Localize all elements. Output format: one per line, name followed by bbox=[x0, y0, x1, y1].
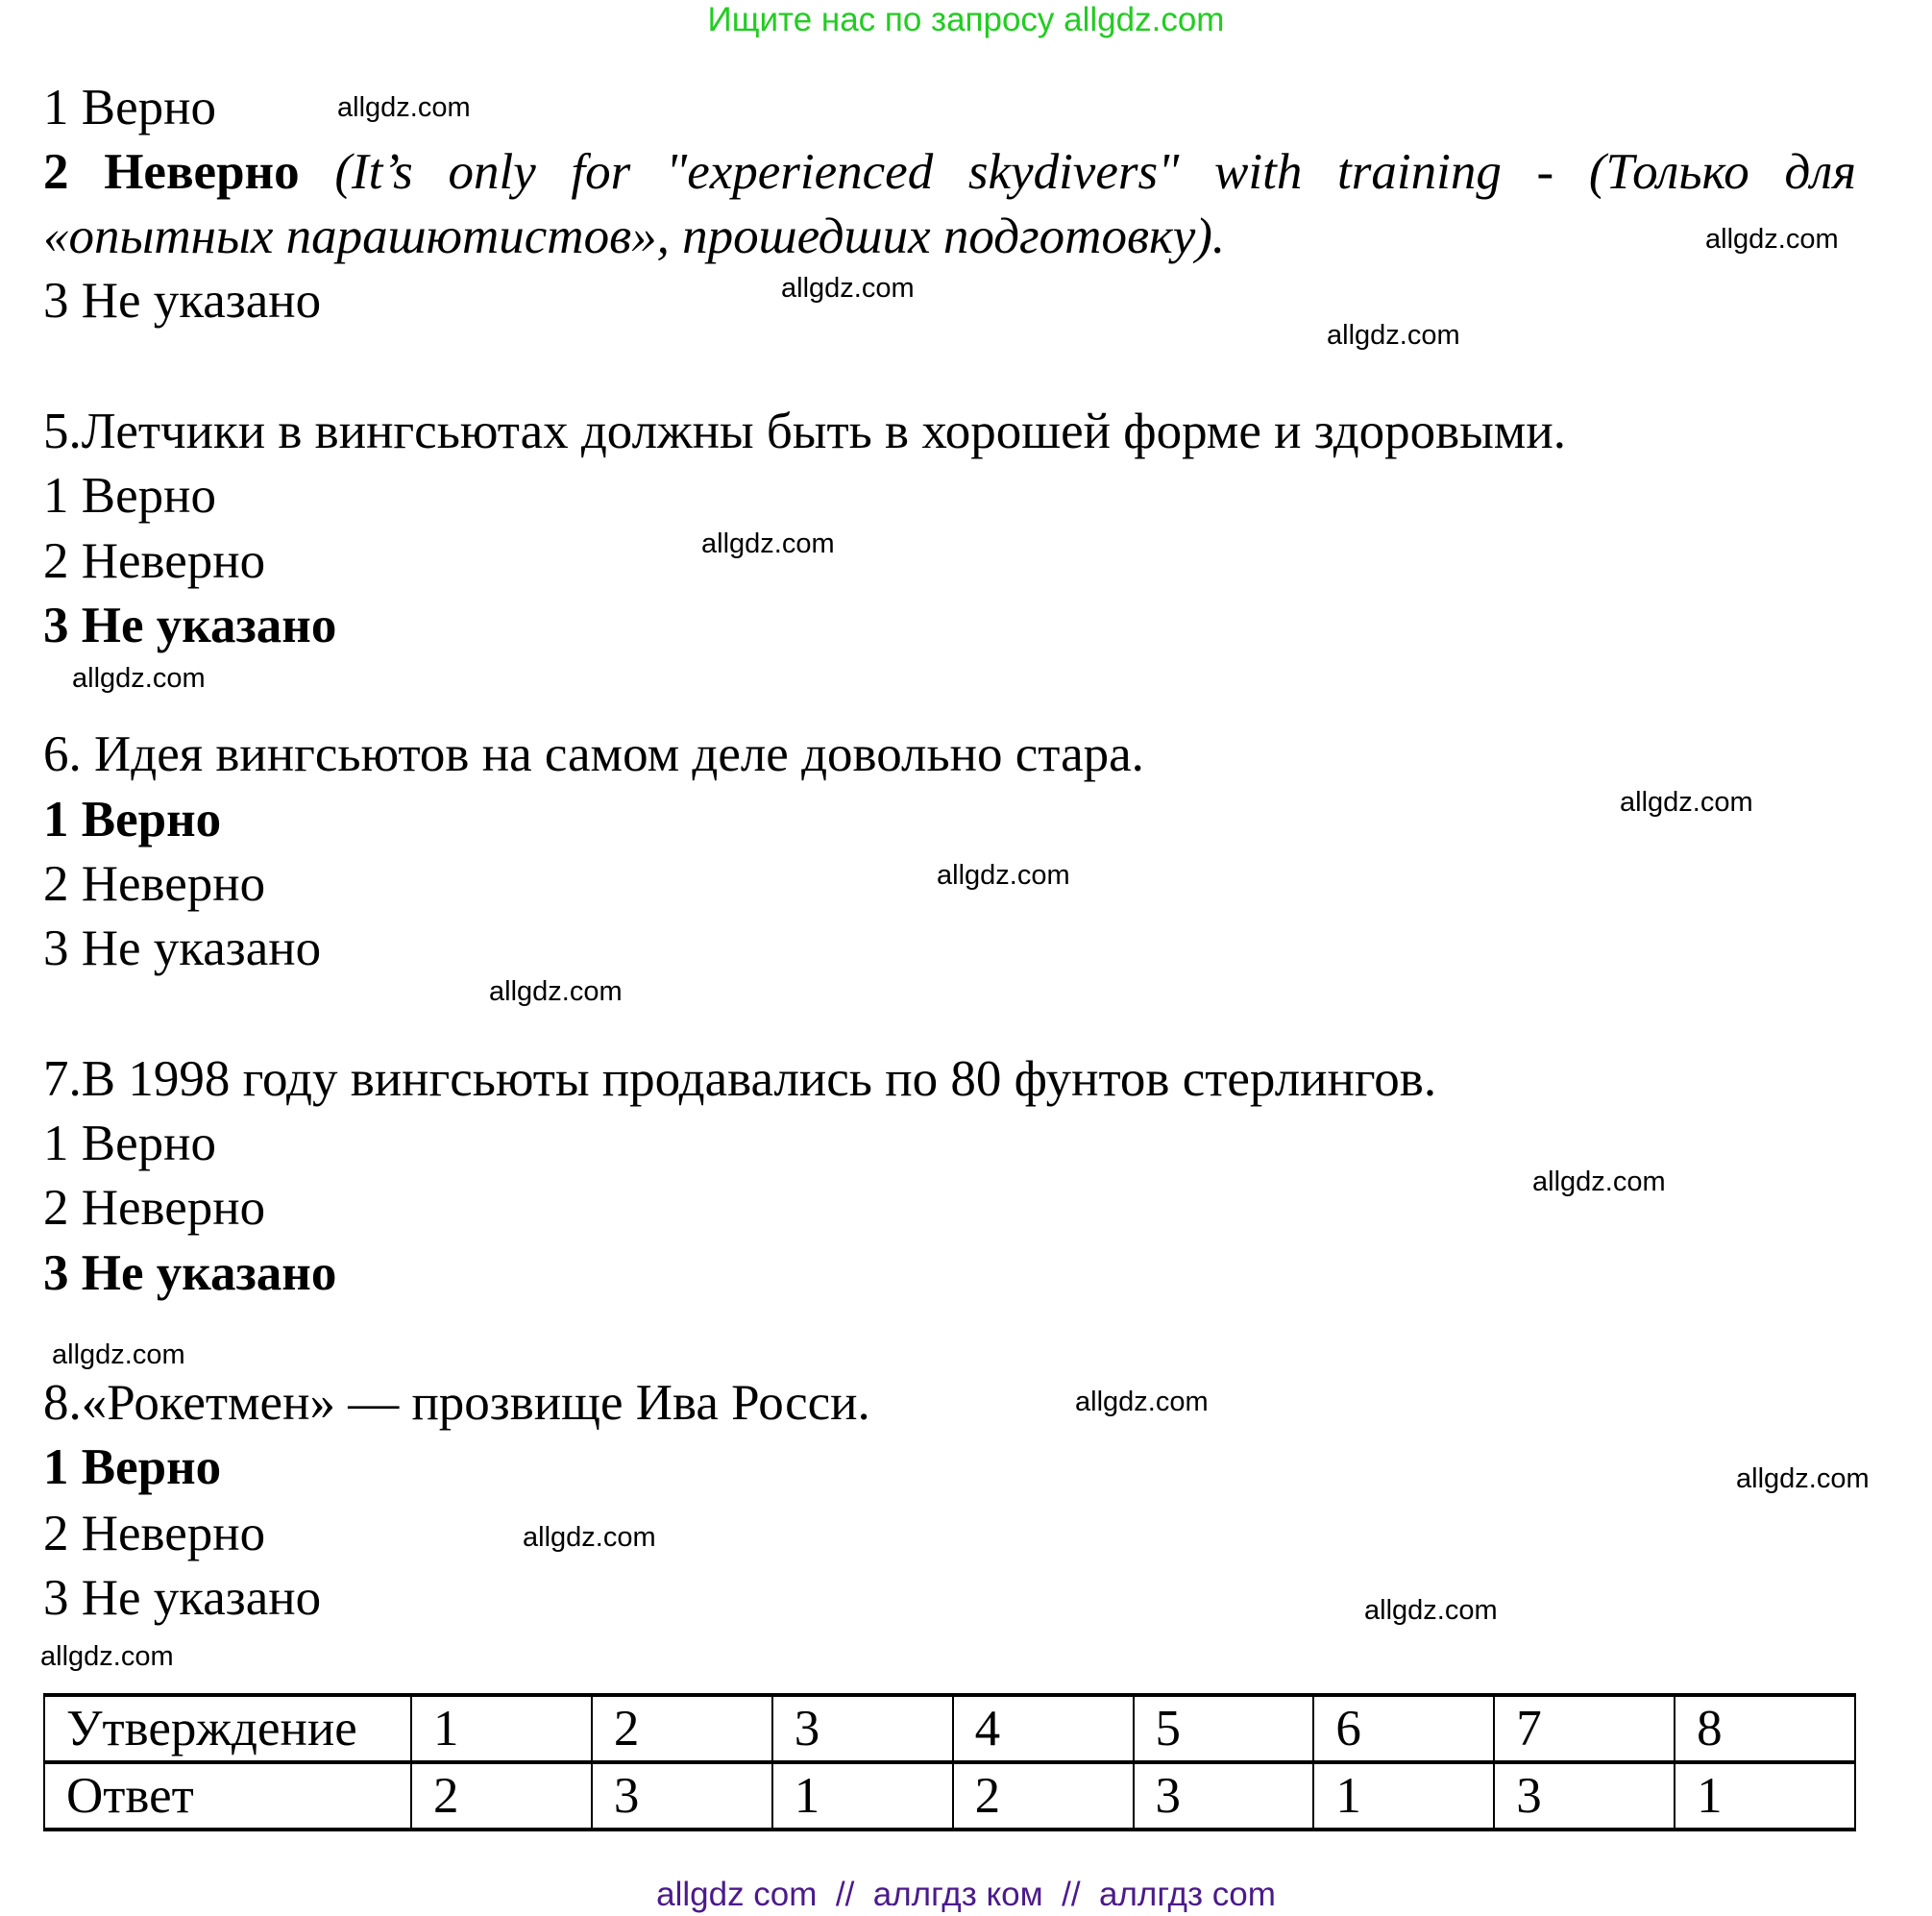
q6-option-1-answer: 1 Верно bbox=[43, 792, 222, 847]
watermark: allgdz.com bbox=[1705, 224, 1839, 255]
watermark: allgdz.com bbox=[1075, 1387, 1209, 1417]
table-cell: 1 bbox=[1313, 1762, 1494, 1830]
watermark: allgdz.com bbox=[52, 1339, 185, 1370]
table-cell: 8 bbox=[1675, 1695, 1855, 1762]
q5-text: 5.Летчики в вингсьютах должны быть в хорошей форме и здоровыми. bbox=[43, 404, 1566, 459]
table-cell: 2 bbox=[592, 1695, 772, 1762]
q4-note-line2: «опытных парашютистов», прошедших подготовку). bbox=[43, 209, 1226, 264]
q8-option-3: 3 Не указано bbox=[43, 1570, 322, 1626]
watermark: allgdz.com bbox=[937, 860, 1070, 891]
q6-option-2: 2 Неверно bbox=[43, 856, 266, 912]
footer-watermark: allgdz com // аллгдз ком // аллгдз com bbox=[656, 1876, 1276, 1913]
table-cell: 1 bbox=[411, 1695, 592, 1762]
q7-option-2: 2 Неверно bbox=[43, 1180, 266, 1236]
q7-option-3-answer: 3 Не указано bbox=[43, 1245, 337, 1301]
table-header-cell: Ответ bbox=[44, 1762, 411, 1830]
q4-option-1: 1 Верно bbox=[43, 80, 216, 135]
table-cell: 3 bbox=[1134, 1762, 1314, 1830]
table-cell: 2 bbox=[953, 1762, 1134, 1830]
watermark: allgdz.com bbox=[1620, 787, 1753, 818]
table-header-cell: Утверждение bbox=[44, 1695, 411, 1762]
watermark: allgdz.com bbox=[781, 273, 915, 304]
watermark: allgdz.com bbox=[337, 92, 471, 123]
watermark: allgdz.com bbox=[1736, 1463, 1870, 1494]
table-cell: 4 bbox=[953, 1695, 1134, 1762]
table-cell: 7 bbox=[1494, 1695, 1675, 1762]
table-cell: 3 bbox=[592, 1762, 772, 1830]
table-cell: 2 bbox=[411, 1762, 592, 1830]
q4-option-3: 3 Не указано bbox=[43, 273, 322, 329]
watermark: allgdz.com bbox=[40, 1641, 174, 1672]
q7-text: 7.В 1998 году вингсьюты продавались по 80 фунтов стерлингов. bbox=[43, 1051, 1437, 1107]
q5-option-1: 1 Верно bbox=[43, 468, 216, 524]
table-cell: 5 bbox=[1134, 1695, 1314, 1762]
q8-option-2: 2 Неверно bbox=[43, 1506, 266, 1561]
watermark: allgdz.com bbox=[1532, 1167, 1666, 1197]
q4-option-2-answer bbox=[43, 143, 1856, 201]
table-cell: 1 bbox=[1675, 1762, 1855, 1830]
table-row-statements bbox=[44, 1695, 1855, 1762]
q8-text: 8.«Рокетмен» — прозвище Ива Росси. bbox=[43, 1375, 870, 1431]
table-cell: 1 bbox=[772, 1762, 953, 1830]
answers-table bbox=[43, 1693, 1856, 1831]
q4-option-2: 2 Неверно bbox=[43, 144, 300, 200]
table-cell: 3 bbox=[772, 1695, 953, 1762]
table-row-answers bbox=[44, 1762, 1855, 1830]
watermark: allgdz.com bbox=[1364, 1595, 1498, 1626]
watermark: allgdz.com bbox=[72, 663, 206, 694]
watermark: allgdz.com bbox=[701, 528, 835, 559]
q4-note-line1: (It’s only for "experienced skydivers" with training - (Только для bbox=[334, 144, 1856, 200]
search-banner: Ищите нас по запросу allgdz.com bbox=[707, 1, 1225, 38]
q6-text: 6. Идея вингсьютов на самом деле довольно стара. bbox=[43, 726, 1144, 782]
q7-option-1: 1 Верно bbox=[43, 1116, 216, 1171]
q5-option-3-answer: 3 Не указано bbox=[43, 598, 337, 653]
q8-option-1-answer: 1 Верно bbox=[43, 1439, 222, 1495]
table-cell: 6 bbox=[1313, 1695, 1494, 1762]
watermark: allgdz.com bbox=[523, 1522, 656, 1553]
q5-option-2: 2 Неверно bbox=[43, 533, 266, 589]
watermark: allgdz.com bbox=[1327, 320, 1460, 351]
table-cell: 3 bbox=[1494, 1762, 1675, 1830]
watermark: allgdz.com bbox=[489, 976, 623, 1007]
q6-option-3: 3 Не указано bbox=[43, 921, 322, 976]
